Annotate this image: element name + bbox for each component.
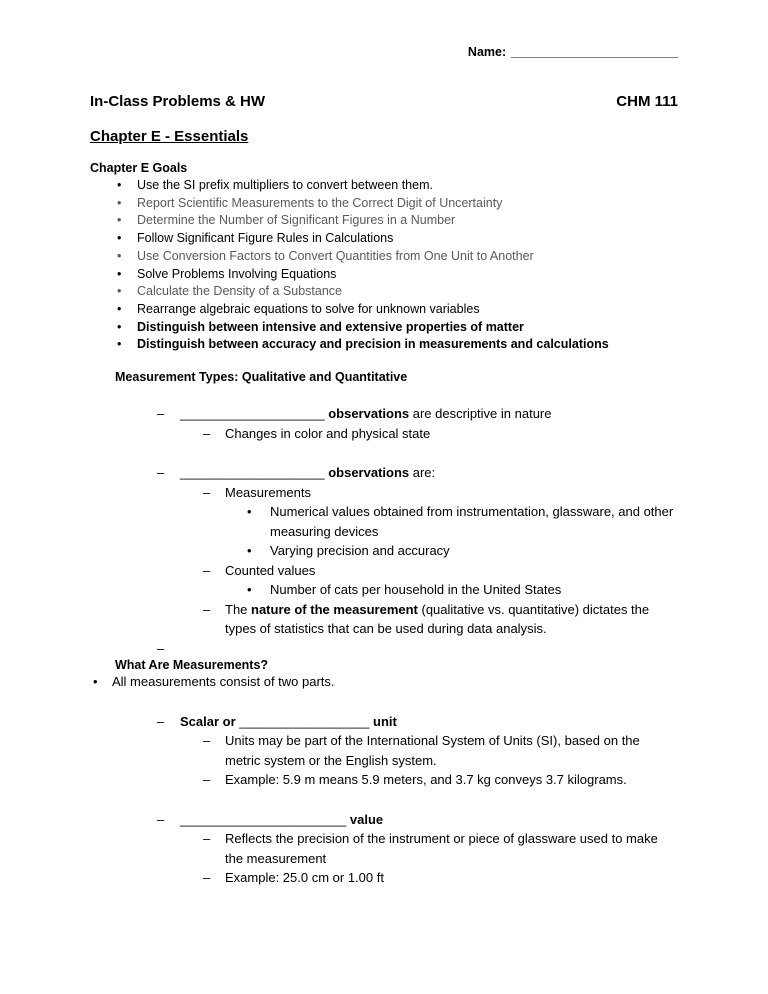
dash-icon: – [157,465,165,481]
list-item: – Example: 25.0 cm or 1.00 ft [90,868,678,888]
bullet-icon: • [117,337,122,352]
name-line [90,45,678,59]
dash-icon: – [203,831,211,847]
dash-icon: – [203,425,211,441]
quantitative-observations-text: ____________________ observations are: [180,465,436,481]
dash-icon: – [157,406,165,422]
goal-item [90,319,678,337]
bullet-icon: • [117,301,122,316]
goal-item [90,212,678,230]
fill-in-blank: ____________________ [180,465,329,481]
fill-in-blank: __________________ [235,713,374,729]
list-item: • Number of cats per household in the United States [90,580,678,600]
dash-icon: – [203,562,211,578]
goal-text: Determine the Number of Significant Figures in a Number [137,213,456,228]
qualitative-observations-text: ____________________ observations are descriptive in nature [180,406,552,422]
goal-text: Solve Problems Involving Equations [137,266,337,281]
dash-icon: – [203,733,211,749]
value-text: _______________________ value [180,811,384,827]
what-are-measurements-heading: What Are Measurements? [115,658,269,673]
list-item: – Reflects the precision of the instrument or piece of glassware used to make the measurement [90,829,678,868]
course-title: In-Class Problems & HW [90,93,266,110]
name-blank: ________________________ [511,45,678,59]
bullet-icon: • [117,213,122,228]
goal-item [90,248,678,266]
goal-text: Follow Significant Figure Rules in Calculations [137,231,394,246]
bullet-icon: • [93,674,98,690]
empty-list-item [90,639,678,659]
goal-text: Report Scientific Measurements to the Correct Digit of Uncertainty [137,195,503,210]
fill-in-blank: _______________________ [180,811,350,827]
bullet-icon: • [117,319,122,334]
list-item: – Changes in color and physical state [90,424,678,444]
goal-item [90,283,678,301]
dash-icon: – [203,772,211,788]
list-item: • Varying precision and accuracy [90,541,678,561]
list-item: – Measurements [90,483,678,503]
bullet-icon: • [117,231,122,246]
measurement-types-heading: Measurement Types: Qualitative and Quantitative [115,370,408,385]
bullet-icon: • [247,504,252,520]
course-code: CHM 111 [616,93,678,110]
goal-item [90,336,678,354]
goal-text: Rearrange algebraic equations to solve for unknown variables [137,301,480,316]
bullet-icon: • [117,284,122,299]
list-item: – Counted values [90,561,678,581]
header-row [90,93,678,110]
goal-item [90,230,678,248]
goals-heading: Chapter E Goals [90,161,188,175]
bullet-icon: • [247,543,252,559]
list-item: – Units may be part of the International System of Units (SI), based on the metric system or the English system. [90,731,678,770]
goal-item [90,301,678,319]
bullet-icon: • [247,582,252,598]
dash-icon: – [203,870,211,886]
goal-item [90,195,678,213]
name-label: Name: [467,45,507,59]
dash-icon: – [157,713,165,729]
dash-icon: – [157,640,165,656]
scalar-unit-text: Scalar or __________________ unit [180,713,397,729]
list-item: • Numerical values obtained from instrumentation, glassware, and other measuring devices [90,502,678,541]
goals-list [90,177,678,354]
dash-icon: – [203,601,211,617]
chapter-title: Chapter E - Essentials [90,128,249,145]
bullet-icon: • [117,195,122,210]
goal-text: Distinguish between accuracy and precision in measurements and calculations [137,337,609,352]
scalar-unit-line [90,712,678,732]
bullet-icon: • [117,266,122,281]
dash-icon: – [203,484,211,500]
intro-list-item: • All measurements consist of two parts. [90,672,678,692]
nature-of-measurement-text: The nature of the measurement (qualitative vs. quantitative) dictates the types of statistics that can be used during data analysis. [225,601,650,637]
list-item: – Example: 5.9 m means 5.9 meters, and 3.7 kg conveys 3.7 kilograms. [90,770,678,790]
dash-icon: – [157,811,165,827]
goal-text: Calculate the Density of a Substance [137,284,342,299]
goal-text: Use the SI prefix multipliers to convert between them. [137,178,433,192]
quantitative-observations-line [90,463,678,483]
nature-of-measurement-line [90,600,678,639]
qualitative-observations-line [90,404,678,424]
value-line [90,810,678,830]
bullet-icon: • [117,178,122,192]
goal-item [90,177,678,195]
goal-item [90,266,678,284]
bullet-icon: • [117,248,122,263]
fill-in-blank: ____________________ [180,406,329,422]
goal-text: Distinguish between intensive and extensive properties of matter [137,319,524,334]
empty-content [180,639,678,659]
goal-text: Use Conversion Factors to Convert Quantities from One Unit to Another [137,248,534,263]
